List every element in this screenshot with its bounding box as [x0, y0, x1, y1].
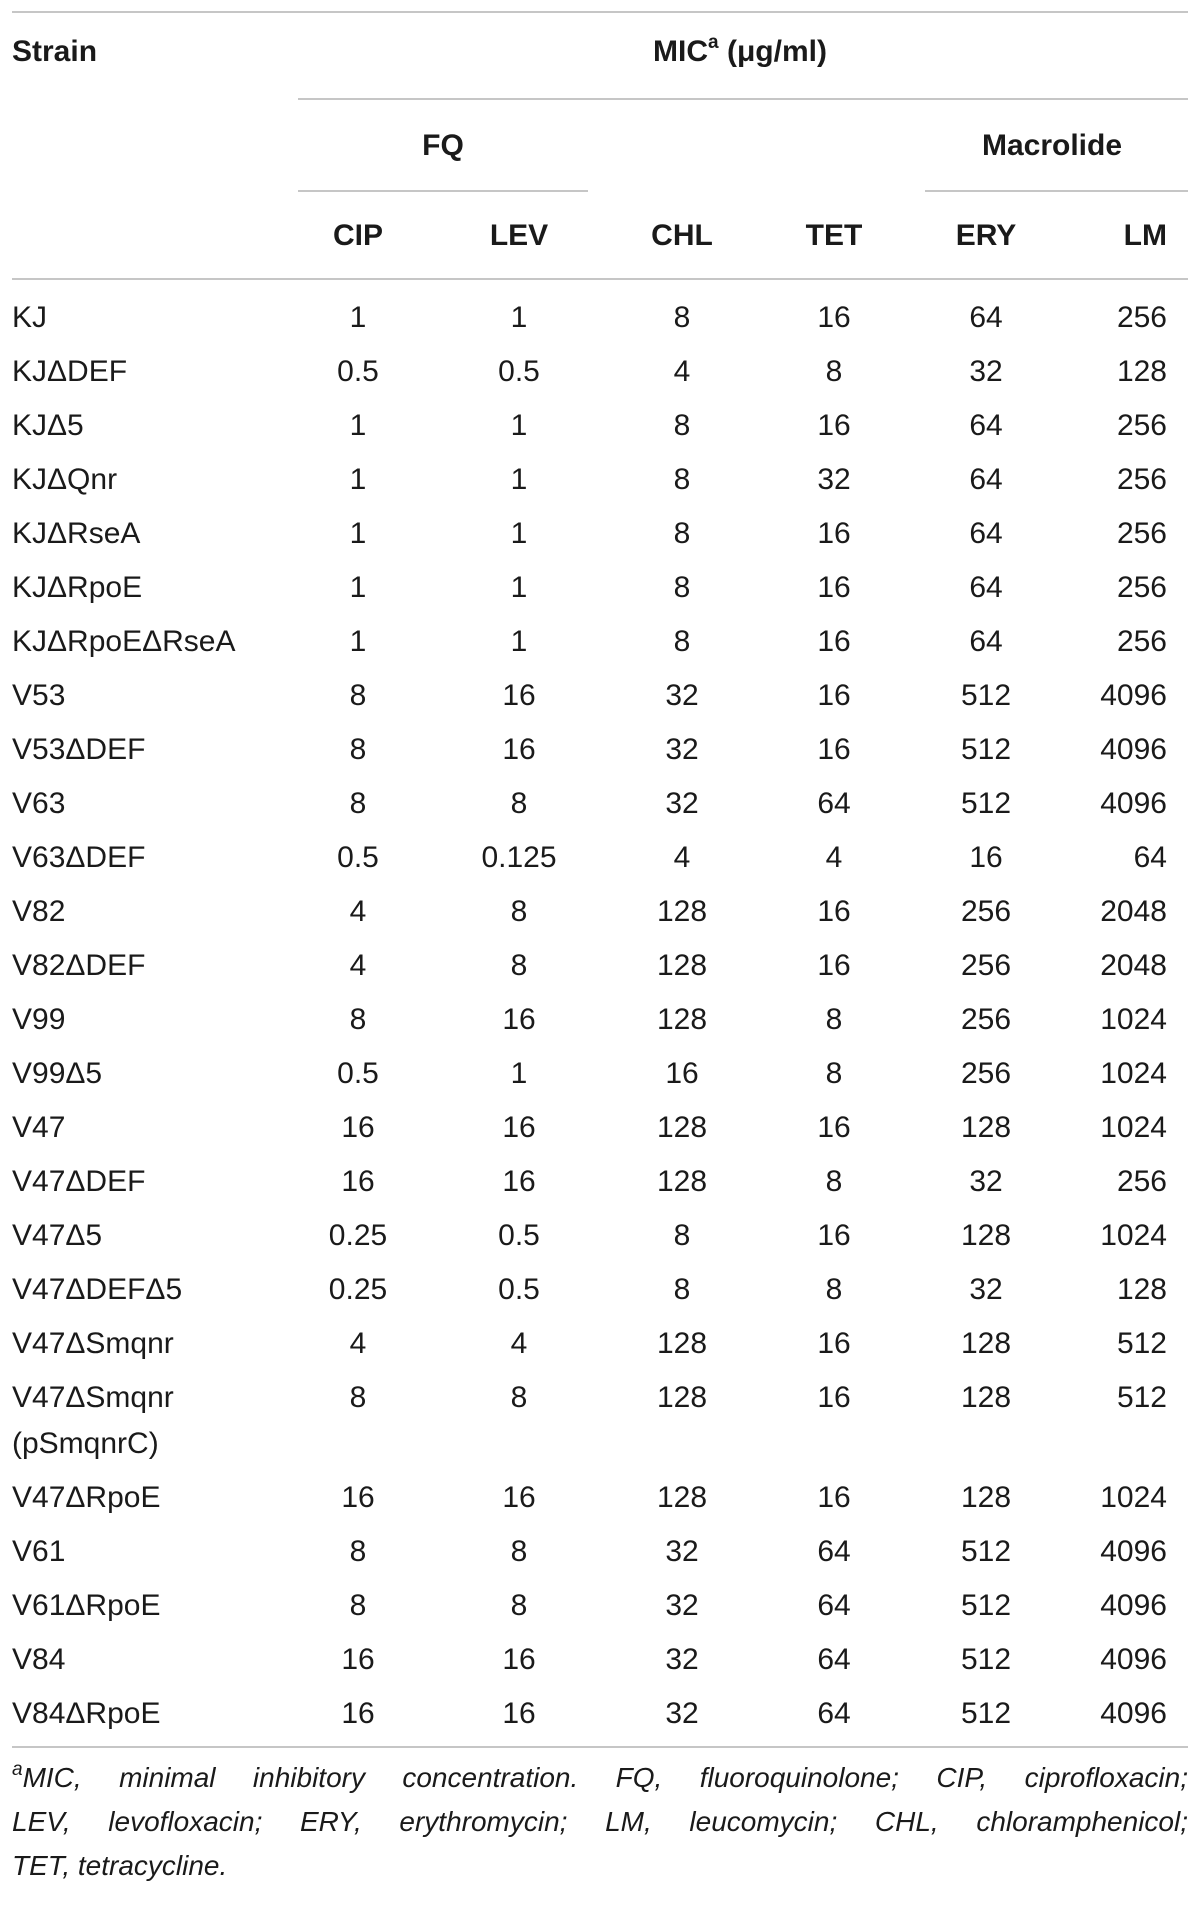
- mic-value-lm: 2048: [1100, 895, 1167, 928]
- mic-value-cip: 1: [349, 409, 367, 442]
- mic-value-lm: 1024: [1100, 1219, 1167, 1252]
- mic-value-cip: 0.5: [337, 1057, 379, 1090]
- mic-value-ery: 512: [960, 1697, 1012, 1730]
- mic-value-ery: 128: [960, 1219, 1012, 1252]
- mic-value-chl: 128: [656, 1381, 708, 1414]
- mic-value-cip: 0.25: [328, 1273, 388, 1306]
- mic-value-ery: 32: [969, 355, 1003, 388]
- mic-value-tet: 16: [817, 895, 851, 928]
- mic-value-ery: 32: [969, 1165, 1003, 1198]
- mic-value-chl: 32: [665, 1589, 699, 1622]
- strain-name: V82ΔDEF: [12, 949, 146, 982]
- mic-value-lm: 1024: [1100, 1003, 1167, 1036]
- mic-value-lev: 8: [510, 787, 528, 820]
- column-header-cip: CIP: [332, 219, 384, 252]
- mic-value-lev: 1: [510, 625, 528, 658]
- mic-value-lev: 1: [510, 571, 528, 604]
- mic-value-lm: 64: [1133, 841, 1167, 874]
- mic-value-lev: 16: [502, 733, 536, 766]
- macrolide-group-rule: [925, 190, 1188, 192]
- mic-value-cip: 0.5: [337, 355, 379, 388]
- mic-value-chl: 128: [656, 1165, 708, 1198]
- strain-name: V47ΔSmqnr: [12, 1381, 174, 1414]
- strain-name: KJ: [12, 301, 48, 334]
- mic-value-tet: 16: [817, 949, 851, 982]
- strain-name: KJΔDEF: [12, 355, 128, 388]
- mic-value-cip: 1: [349, 571, 367, 604]
- mic-value-ery: 128: [960, 1327, 1012, 1360]
- mic-value-tet: 16: [817, 625, 851, 658]
- mic-value-chl: 128: [656, 1003, 708, 1036]
- mic-value-cip: 4: [349, 949, 367, 982]
- mic-value-cip: 8: [349, 679, 367, 712]
- column-header-tet: TET: [805, 219, 863, 252]
- mic-value-lev: 1: [510, 409, 528, 442]
- strain-name: V99Δ5: [12, 1057, 103, 1090]
- strain-name: V63ΔDEF: [12, 841, 146, 874]
- mic-value-chl: 8: [673, 517, 691, 550]
- mic-value-chl: 8: [673, 1273, 691, 1306]
- fq-group-header: FQ: [422, 129, 464, 162]
- strain-name: V47: [12, 1111, 66, 1144]
- mic-value-tet: 64: [817, 787, 851, 820]
- mic-value-cip: 8: [349, 733, 367, 766]
- mic-value-cip: 1: [349, 301, 367, 334]
- mic-value-ery: 256: [960, 1003, 1012, 1036]
- mic-value-lev: 16: [502, 1165, 536, 1198]
- mic-value-lev: 8: [510, 1535, 528, 1568]
- mic-header-rule: [298, 98, 1188, 100]
- strain-name: V61: [12, 1535, 66, 1568]
- mic-value-lm: 256: [1116, 1165, 1167, 1198]
- strain-name: V47ΔDEFΔ5: [12, 1273, 183, 1306]
- mic-value-tet: 16: [817, 1219, 851, 1252]
- column-header-ery: ERY: [955, 219, 1017, 252]
- mic-value-ery: 512: [960, 1643, 1012, 1676]
- mic-value-lm: 256: [1116, 409, 1167, 442]
- mic-value-chl: 8: [673, 301, 691, 334]
- mic-value-lm: 1024: [1100, 1057, 1167, 1090]
- mic-value-tet: 8: [825, 1003, 843, 1036]
- mic-value-ery: 128: [960, 1111, 1012, 1144]
- mic-value-chl: 8: [673, 463, 691, 496]
- mic-value-lm: 1024: [1100, 1111, 1167, 1144]
- strain-name: V47ΔDEF: [12, 1165, 146, 1198]
- mic-value-lev: 0.5: [498, 355, 540, 388]
- strain-name: V47Δ5: [12, 1219, 103, 1252]
- mic-value-lev: 16: [502, 1697, 536, 1730]
- mic-value-lm: 256: [1116, 625, 1167, 658]
- mic-value-tet: 64: [817, 1535, 851, 1568]
- mic-value-tet: 64: [817, 1697, 851, 1730]
- strain-name: KJΔQnr: [12, 463, 118, 496]
- mic-value-lev: 8: [510, 895, 528, 928]
- mic-value-chl: 32: [665, 733, 699, 766]
- mic-value-lev: 16: [502, 1003, 536, 1036]
- mic-value-ery: 64: [969, 625, 1003, 658]
- mic-value-cip: 16: [341, 1643, 375, 1676]
- mic-value-chl: 128: [656, 1111, 708, 1144]
- mic-value-lev: 16: [502, 679, 536, 712]
- mic-value-cip: 16: [341, 1111, 375, 1144]
- mic-value-cip: 4: [349, 895, 367, 928]
- mic-value-ery: 64: [969, 517, 1003, 550]
- mic-value-ery: 512: [960, 1589, 1012, 1622]
- mic-value-chl: 32: [665, 679, 699, 712]
- mic-value-lev: 8: [510, 1381, 528, 1414]
- strain-name: V82: [12, 895, 66, 928]
- mic-value-chl: 4: [673, 841, 691, 874]
- mic-value-tet: 64: [817, 1643, 851, 1676]
- mic-value-ery: 512: [960, 733, 1012, 766]
- mic-value-chl: 128: [656, 949, 708, 982]
- mic-value-chl: 8: [673, 625, 691, 658]
- column-header-chl: CHL: [651, 219, 713, 252]
- strain-name: KJΔRpoE: [12, 571, 143, 604]
- macrolide-group-header: Macrolide: [981, 129, 1123, 162]
- mic-value-tet: 8: [825, 355, 843, 388]
- mic-value-lev: 0.125: [481, 841, 557, 874]
- mic-value-cip: 1: [349, 463, 367, 496]
- mic-value-lm: 512: [1116, 1381, 1167, 1414]
- mic-value-tet: 32: [817, 463, 851, 496]
- mic-value-lm: 512: [1116, 1327, 1167, 1360]
- mic-value-cip: 16: [341, 1697, 375, 1730]
- strain-name: V84ΔRpoE: [12, 1697, 161, 1730]
- mic-value-lm: 128: [1116, 355, 1167, 388]
- footnote-line-2: LEV, levofloxacin; ERY, erythromycin; LM, leucomycin; CHL, chloramphenicol;: [12, 1806, 1188, 1837]
- mic-value-cip: 8: [349, 1381, 367, 1414]
- mic-value-lev: 1: [510, 301, 528, 334]
- mic-value-tet: 16: [817, 679, 851, 712]
- mic-value-lev: 1: [510, 1057, 528, 1090]
- strain-name: V84: [12, 1643, 66, 1676]
- mic-value-ery: 32: [969, 1273, 1003, 1306]
- mic-value-cip: 8: [349, 1535, 367, 1568]
- mic-value-chl: 128: [656, 1327, 708, 1360]
- mic-value-lev: 1: [510, 463, 528, 496]
- mic-value-ery: 256: [960, 895, 1012, 928]
- mic-value-lm: 4096: [1100, 1535, 1167, 1568]
- table-top-rule: [12, 11, 1188, 13]
- mic-value-chl: 128: [656, 1481, 708, 1514]
- mic-value-cip: 8: [349, 1589, 367, 1622]
- mic-value-ery: 128: [960, 1481, 1012, 1514]
- strain-header: Strain: [12, 35, 98, 68]
- mic-value-tet: 16: [817, 517, 851, 550]
- mic-value-ery: 128: [960, 1381, 1012, 1414]
- mic-value-tet: 8: [825, 1273, 843, 1306]
- strain-name: KJΔRpoEΔRseA: [12, 625, 236, 658]
- footnote-line-1: $^a$MIC, minimal inhibitory concentration. FQ, fluoroquinolone; CIP, ciprofloxacin;: [12, 1758, 1188, 1793]
- mic-value-cip: 8: [349, 787, 367, 820]
- mic-value-tet: 16: [817, 571, 851, 604]
- mic-value-lev: 1: [510, 517, 528, 550]
- strain-name: V61ΔRpoE: [12, 1589, 161, 1622]
- mic-value-lev: 16: [502, 1481, 536, 1514]
- strain-name: V63: [12, 787, 66, 820]
- mic-value-tet: 16: [817, 1111, 851, 1144]
- strain-name: KJΔRseA: [12, 517, 141, 550]
- footnote-line-3: TET, tetracycline.: [12, 1850, 228, 1881]
- footnote-marker: a: [12, 1758, 23, 1780]
- mic-value-chl: 8: [673, 409, 691, 442]
- mic-value-lm: 1024: [1100, 1481, 1167, 1514]
- mic-value-cip: 8: [349, 1003, 367, 1036]
- mic-value-lm: 256: [1116, 517, 1167, 550]
- mic-value-lm: 4096: [1100, 787, 1167, 820]
- mic-value-cip: 16: [341, 1165, 375, 1198]
- mic-value-lev: 0.5: [498, 1219, 540, 1252]
- table-footnote: [12, 1756, 1188, 1888]
- column-header-lm: LM: [1123, 219, 1167, 252]
- mic-value-lm: 4096: [1100, 1697, 1167, 1730]
- strain-name-line-2: (pSmqnrC): [12, 1427, 159, 1460]
- mic-value-chl: 32: [665, 1535, 699, 1568]
- mic-value-lm: 4096: [1100, 1589, 1167, 1622]
- mic-value-lev: 0.5: [498, 1273, 540, 1306]
- mic-value-tet: 16: [817, 301, 851, 334]
- mic-value-tet: 16: [817, 733, 851, 766]
- mic-value-chl: 32: [665, 787, 699, 820]
- mic-value-tet: 16: [817, 409, 851, 442]
- mic-value-ery: 64: [969, 571, 1003, 604]
- mic-value-lev: 16: [502, 1643, 536, 1676]
- mic-value-lm: 2048: [1100, 949, 1167, 982]
- mic-value-tet: 64: [817, 1589, 851, 1622]
- mic-value-lm: 256: [1116, 463, 1167, 496]
- mic-value-ery: 512: [960, 679, 1012, 712]
- mic-value-lm: 128: [1116, 1273, 1167, 1306]
- mic-value-tet: 4: [825, 841, 843, 874]
- mic-value-lm: 256: [1116, 301, 1167, 334]
- strain-name: V99: [12, 1003, 66, 1036]
- mic-value-tet: 16: [817, 1327, 851, 1360]
- mic-value-ery: 64: [969, 409, 1003, 442]
- mic-value-cip: 4: [349, 1327, 367, 1360]
- strain-name: V47ΔRpoE: [12, 1481, 161, 1514]
- mic-value-cip: 0.25: [328, 1219, 388, 1252]
- mic-value-lm: 4096: [1100, 733, 1167, 766]
- mic-value-ery: 16: [969, 841, 1003, 874]
- mic-value-lev: 8: [510, 949, 528, 982]
- mic-value-lev: 16: [502, 1111, 536, 1144]
- fq-group-rule: [298, 190, 588, 192]
- strain-name: V53: [12, 679, 66, 712]
- mic-value-lm: 4096: [1100, 1643, 1167, 1676]
- mic-value-ery: 256: [960, 949, 1012, 982]
- mic-value-ery: 512: [960, 1535, 1012, 1568]
- mic-value-ery: 64: [969, 463, 1003, 496]
- strain-name: V47ΔSmqnr: [12, 1327, 174, 1360]
- mic-header: MIC$^a$ (μg/ml): [653, 32, 827, 68]
- mic-value-cip: 1: [349, 517, 367, 550]
- mic-value-chl: 8: [673, 571, 691, 604]
- mic-value-chl: 32: [665, 1697, 699, 1730]
- table-bottom-rule: [12, 1746, 1188, 1748]
- mic-value-ery: 64: [969, 301, 1003, 334]
- mic-value-tet: 16: [817, 1381, 851, 1414]
- mic-value-chl: 4: [673, 355, 691, 388]
- strain-name: KJΔ5: [12, 409, 84, 442]
- mic-value-lm: 4096: [1100, 679, 1167, 712]
- mic-value-chl: 128: [656, 895, 708, 928]
- header-bottom-rule: [12, 278, 1188, 280]
- mic-value-lev: 8: [510, 1589, 528, 1622]
- mic-value-chl: 8: [673, 1219, 691, 1252]
- mic-value-cip: 16: [341, 1481, 375, 1514]
- strain-name: V53ΔDEF: [12, 733, 146, 766]
- mic-value-cip: 1: [349, 625, 367, 658]
- mic-value-tet: 16: [817, 1481, 851, 1514]
- mic-value-chl: 16: [665, 1057, 699, 1090]
- mic-value-tet: 8: [825, 1057, 843, 1090]
- mic-value-cip: 0.5: [337, 841, 379, 874]
- mic-value-ery: 512: [960, 787, 1012, 820]
- mic-value-lev: 4: [510, 1327, 528, 1360]
- mic-value-chl: 32: [665, 1643, 699, 1676]
- column-header-lev: LEV: [489, 219, 549, 252]
- mic-value-ery: 256: [960, 1057, 1012, 1090]
- mic-value-tet: 8: [825, 1165, 843, 1198]
- mic-value-lm: 256: [1116, 571, 1167, 604]
